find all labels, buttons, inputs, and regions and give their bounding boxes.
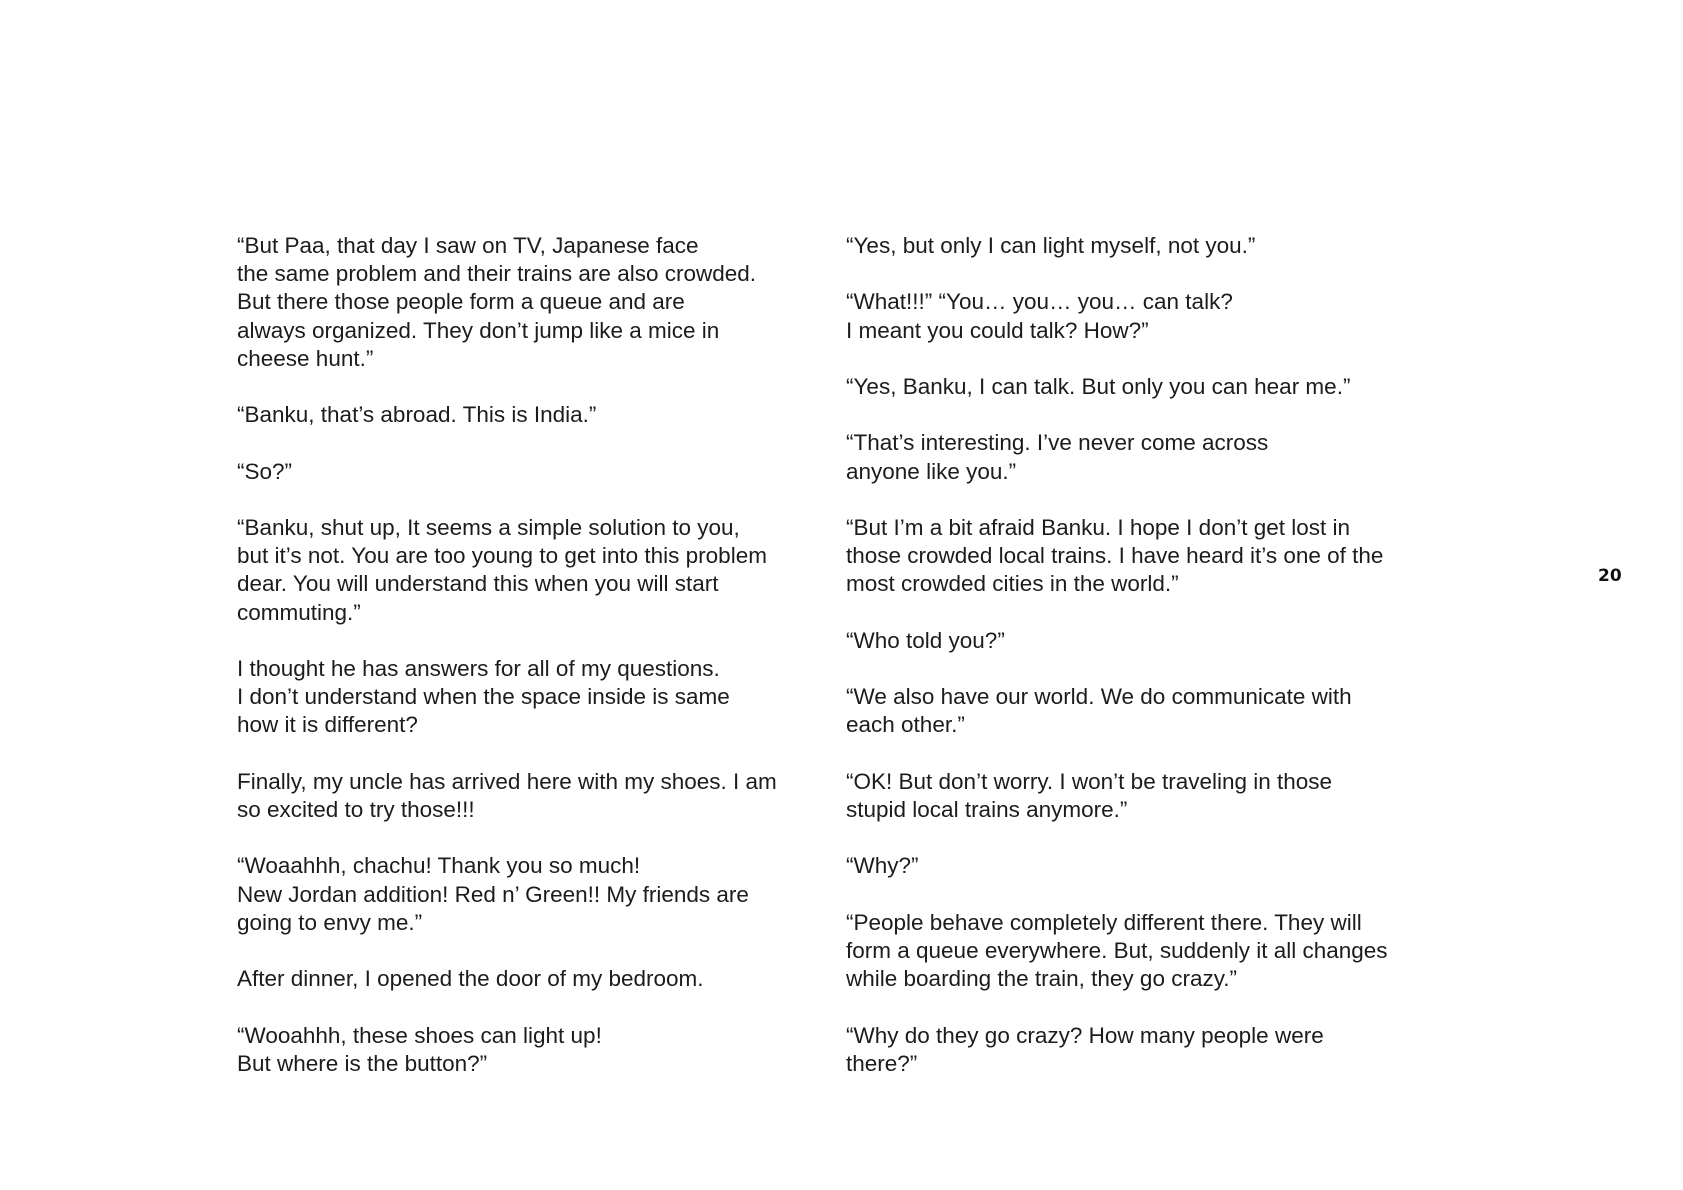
paragraph: “Wooahhh, these shoes can light up! But where is the button?” (237, 1022, 602, 1076)
paragraph: “That’s interesting. I’ve never come across anyone like you.” (846, 430, 1269, 484)
left-text-column (237, 232, 817, 1078)
paragraph: “OK! But don’t worry. I won’t be traveling in those stupid local trains anymore.” (846, 768, 1333, 822)
page-number: 20 (1598, 566, 1622, 586)
paragraph: After dinner, I opened the door of my bedroom. (237, 966, 704, 992)
paragraph: “Banku, that’s abroad. This is India.” (237, 402, 597, 428)
paragraph: “Who told you?” (846, 627, 1005, 653)
paragraph: “Yes, Banku, I can talk. But only you can hear me.” (846, 373, 1351, 399)
paragraph: “But Paa, that day I saw on TV, Japanese face the same problem and their trains are also crowded. But there those people form a queue and are always organized. They don’t jump like a mice in cheese hunt.” (237, 233, 757, 371)
paragraph: “Why?” (846, 853, 919, 879)
paragraph: Finally, my uncle has arrived here with my shoes. I am so excited to try those!!! (237, 768, 777, 822)
paragraph: “Woaahhh, chachu! Thank you so much! New Jordan addition! Red n’ Green!! My friends are going to envy me.” (237, 853, 749, 935)
paragraph: “We also have our world. We do communicate with each other.” (846, 684, 1352, 738)
paragraph: “What!!!” “You… you… you… can talk? I meant you could talk? How?” (846, 289, 1233, 343)
paragraph: “Yes, but only I can light myself, not you.” (846, 233, 1256, 258)
right-text-column (846, 232, 1446, 1078)
paragraph: “But I’m a bit afraid Banku. I hope I don’t get lost in those crowded local trains. I have heard it’s one of the most crowded cities in the world.” (846, 514, 1384, 597)
paragraph: I thought he has answers for all of my questions. I don’t understand when the space inside is same how it is different? (237, 655, 730, 738)
paragraph: “Banku, shut up, It seems a simple solution to you, but it’s not. You are too young to get into this problem dear. You will understand this when you will start commuting.” (237, 514, 767, 625)
paragraph: “People behave completely different there. They will form a queue everywhere. But, suddenly it all changes while boarding the train, they go crazy.” (846, 909, 1388, 992)
paragraph: “Why do they go crazy? How many people were there?” (846, 1022, 1324, 1076)
paragraph: “So?” (237, 458, 293, 484)
